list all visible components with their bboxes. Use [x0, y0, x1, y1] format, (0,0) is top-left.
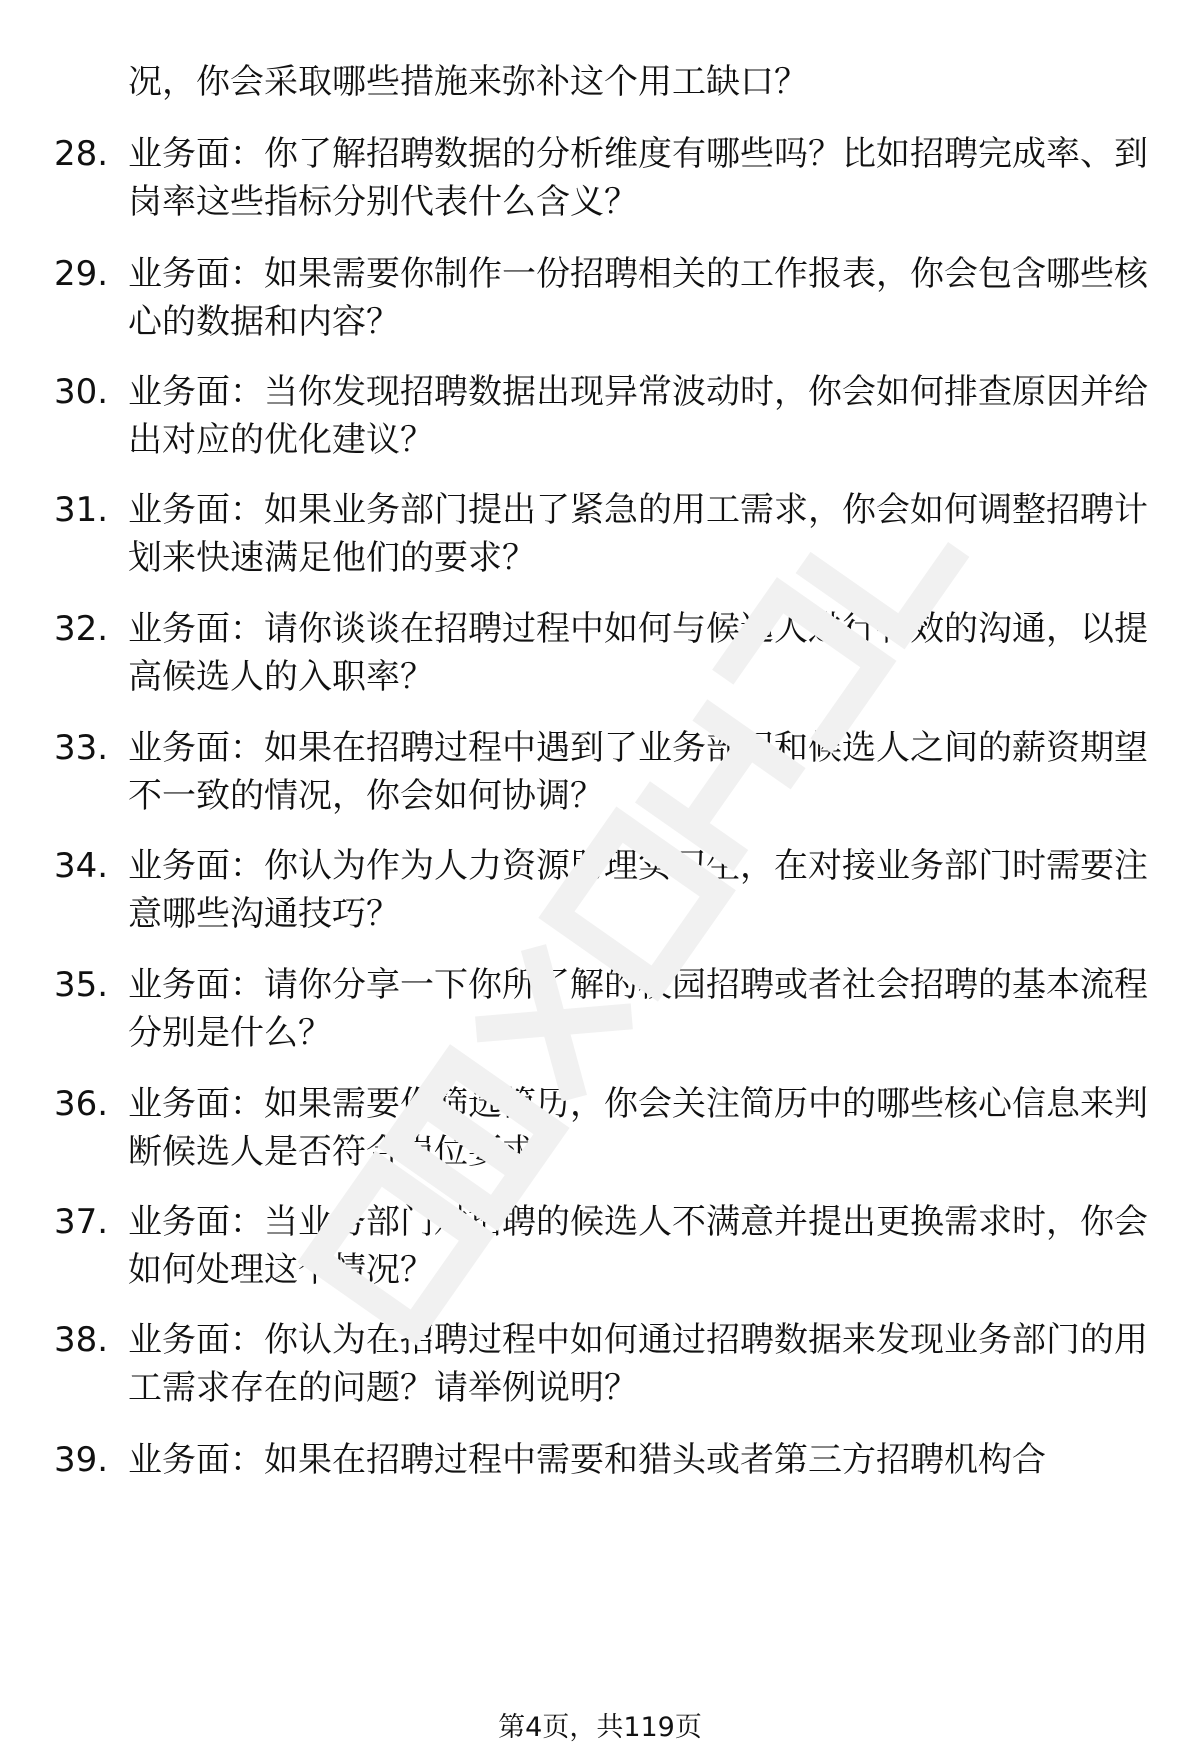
item-text: 业务面：你认为在招聘过程中如何通过招聘数据来发现业务部门的用工需求存在的问题？请举例说明？ — [128, 1320, 1148, 1408]
item-number: 37. — [54, 1202, 109, 1242]
item-text: 业务面：如果需要你筛选简历，你会关注简历中的哪些核心信息来判断候选人是否符合岗位要求？ — [128, 1084, 1148, 1172]
item-text: 业务面：如果业务部门提出了紧急的用工需求，你会如何调整招聘计划来快速满足他们的要求？ — [128, 490, 1148, 578]
item-number: 30. — [54, 372, 109, 412]
item-text: 业务面：请你谈谈在招聘过程中如何与候选人进行有效的沟通，以提高候选人的入职率？ — [128, 609, 1148, 697]
item-text: 业务面：如果在招聘过程中遇到了业务部门和候选人之间的薪资期望不一致的情况，你会如何协调？ — [128, 728, 1148, 816]
item-text: 业务面：你认为作为人力资源助理实习生，在对接业务部门时需要注意哪些沟通技巧？ — [128, 846, 1148, 934]
item-number: 35. — [54, 965, 109, 1005]
item-number: 31. — [54, 490, 109, 530]
item-number: 29. — [54, 254, 109, 294]
item-number: 33. — [54, 728, 109, 768]
item-text: 业务面：你了解招聘数据的分析维度有哪些吗？比如招聘完成率、到岗率这些指标分别代表什么含义？ — [128, 134, 1148, 222]
continuation-text: 况，你会采取哪些措施来弥补这个用工缺口？ — [128, 62, 808, 102]
item-number: 32. — [54, 609, 109, 649]
item-number: 34. — [54, 846, 109, 886]
item-number: 36. — [54, 1084, 109, 1124]
item-number: 39. — [54, 1440, 109, 1480]
item-text: 业务面：请你分享一下你所了解的校园招聘或者社会招聘的基本流程分别是什么？ — [128, 965, 1148, 1053]
item-number: 28. — [54, 134, 109, 174]
item-text: 业务面：如果在招聘过程中需要和猎头或者第三方招聘机构合 — [128, 1440, 1046, 1480]
item-text: 业务面：如果需要你制作一份招聘相关的工作报表，你会包含哪些核心的数据和内容？ — [128, 254, 1148, 342]
item-number: 38. — [54, 1320, 109, 1360]
page-footer: 第4页，共119页 — [498, 1712, 702, 1743]
item-text: 业务面：当业务部门对招聘的候选人不满意并提出更换需求时，你会如何处理这个情况？ — [128, 1202, 1148, 1290]
item-text: 业务面：当你发现招聘数据出现异常波动时，你会如何排查原因并给出对应的优化建议？ — [128, 372, 1148, 460]
